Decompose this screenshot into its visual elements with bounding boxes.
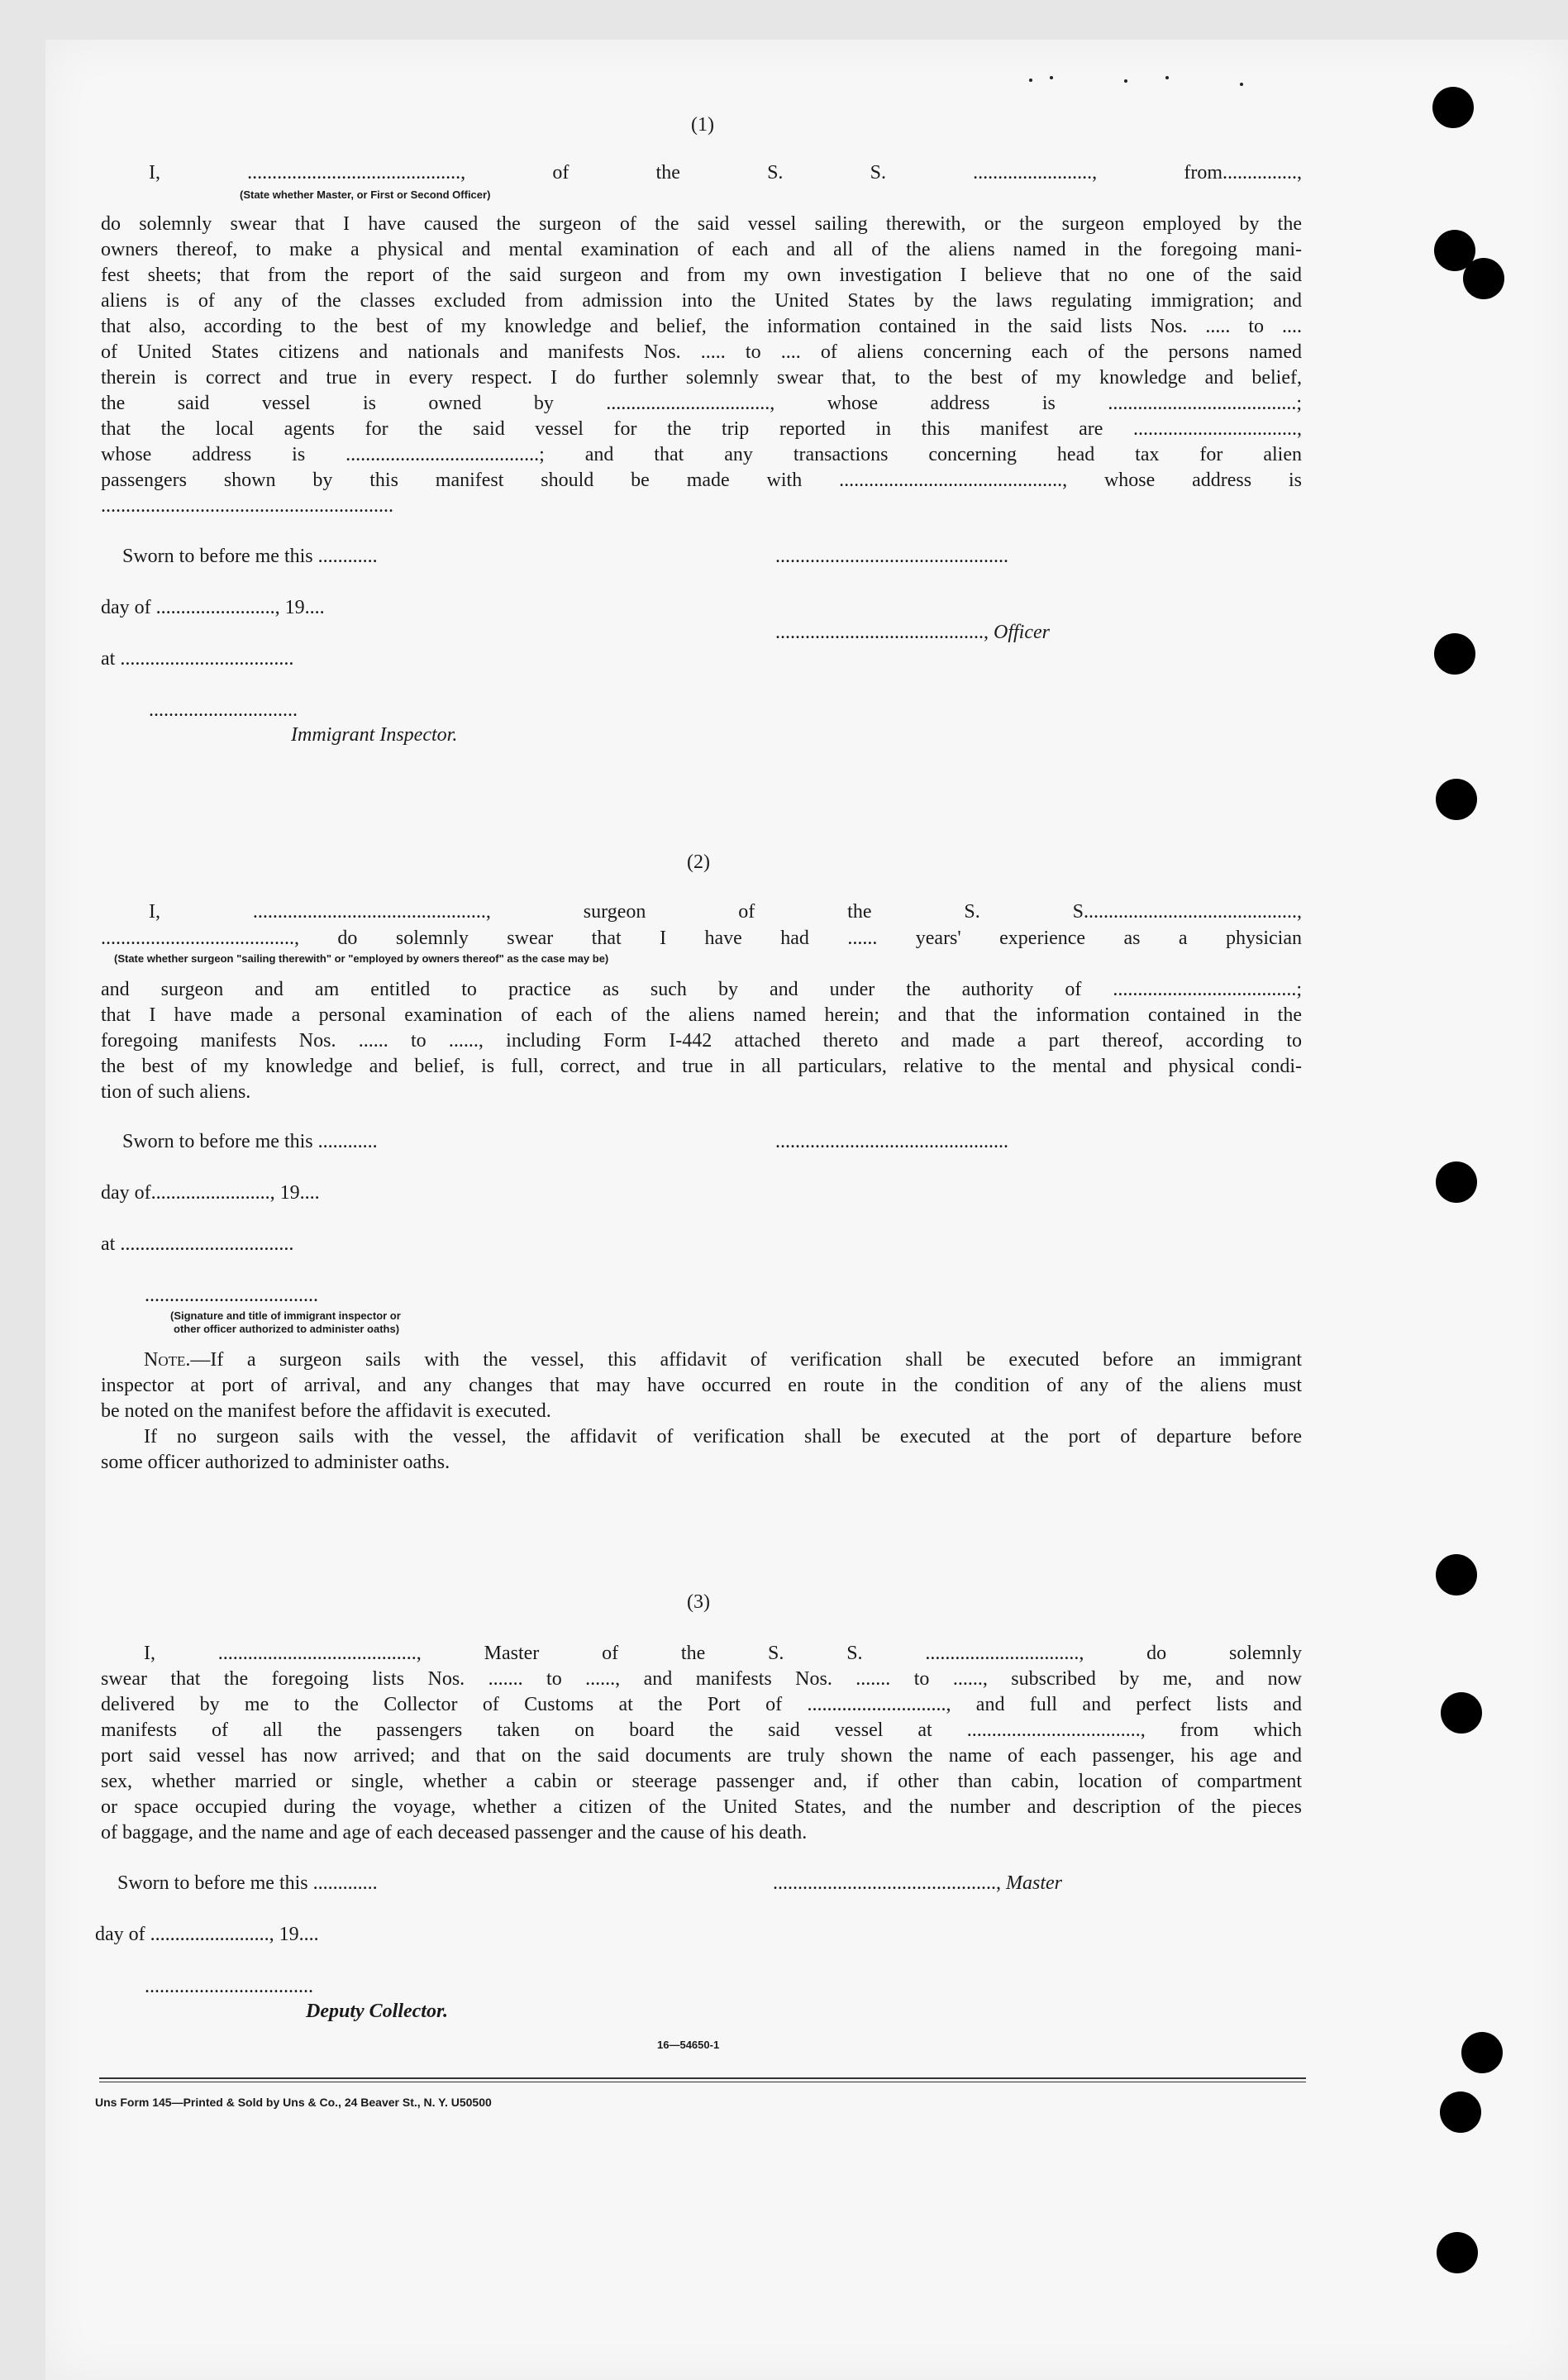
paragraph-line: sex, whether married or single, whether a cabin or steerage passenger and, if other than cabin, location of compartment [101, 1771, 1302, 1792]
punch-hole [1436, 1554, 1477, 1595]
paragraph-line: and surgeon and am entitled to practice as such by and under the authority of .....................................; [101, 979, 1302, 1000]
note-text: —If a surgeon sails with the vessel, this affidavit of verification shall be executed before an immigrant [190, 1349, 1302, 1371]
section-2-second-line: ......................................., do solemnly swear that I have had ...... years' experience as a physician [101, 928, 1302, 949]
paragraph-line: fest sheets; that from the report of the said surgeon and from my own investigation I believe that no one of the said [101, 265, 1302, 286]
section-1-sworn: Sworn to before me this ............ [122, 546, 378, 567]
note-line: some officer authorized to administer oaths. [101, 1452, 450, 1473]
section-3-number: (3) [687, 1591, 710, 1613]
section-3-paragraph [101, 1641, 1302, 1846]
section-1-number: (1) [691, 114, 714, 136]
punch-hole [1432, 87, 1474, 128]
note-label: Note. [144, 1349, 191, 1371]
note-line: If no surgeon sails with the vessel, the affidavit of verification shall be executed at the port of departure before [144, 1426, 1302, 1448]
section-1-officer-line [775, 622, 1050, 644]
paragraph-line: the best of my knowledge and belief, is full, correct, and true in all particulars, relative to the mental and physical condi- [101, 1056, 1302, 1077]
paragraph-line: tion of such aliens. [101, 1081, 251, 1103]
section-2-second-line-note: (State whether surgeon "sailing therewith" or "employed by owners thereof" as the case may be) [114, 952, 609, 965]
paragraph-line: whose address is .......................................; and that any transactions concerning head tax for alien [101, 444, 1302, 465]
punch-hole [1436, 779, 1477, 820]
section-3-collector-dots: .................................. [145, 1976, 313, 1997]
punch-hole [1461, 2032, 1503, 2073]
note-line: be noted on the manifest before the affidavit is executed. [101, 1400, 551, 1422]
section-1-paragraph [101, 212, 1302, 519]
paragraph-line: passengers shown by this manifest should be made with ............................................., whose address is [101, 470, 1302, 491]
section-2-note [101, 1347, 1302, 1476]
paragraph-line: manifests of all the passengers taken on board the said vessel at ..................................., from which [101, 1719, 1302, 1741]
officer-dots: .........................................., [775, 622, 994, 643]
paragraph-line: ........................................................... [101, 495, 393, 517]
note-line: inspector at port of arrival, and any changes that may have occurred en route in the condition of any of the aliens must [101, 1375, 1302, 1396]
section-2-at: at ................................... [101, 1233, 294, 1255]
punch-hole [1463, 258, 1504, 299]
section-3-collector-label: Deputy Collector. [306, 2001, 448, 2022]
officer-label: Officer [994, 622, 1050, 643]
paragraph-line: I, ........................................, Master of the S. S. ..............................., do solemnly [144, 1643, 1302, 1664]
section-1-first-line: I, ..........................................., of the S. S. ........................, from..............., [149, 162, 1302, 184]
speck [1124, 79, 1127, 83]
paragraph-line: that the local agents for the said vessel for the trip reported in this manifest are ................................., [101, 418, 1302, 440]
paragraph-line: port said vessel has now arrived; and that on the said documents are truly shown the name of each passenger, his age and [101, 1745, 1302, 1767]
section-3-day: day of ........................, 19.... [95, 1924, 319, 1945]
speck [1165, 76, 1169, 79]
paragraph-line: aliens is of any of the classes excluded from admission into the United States by the laws regulating immigration; and [101, 290, 1302, 312]
paragraph-line: do solemnly swear that I have caused the surgeon of the said vessel sailing therewith, or the surgeon employed by the [101, 213, 1302, 235]
paragraph-line: delivered by me to the Collector of Customs at the Port of ............................, and full and perfect lists and [101, 1694, 1302, 1715]
section-1-signature-dots: ............................................... [775, 546, 1008, 567]
paragraph-line: of baggage, and the name and age of each deceased passenger and the cause of his death. [101, 1822, 808, 1843]
paragraph-line: therein is correct and true in every respect. I do further solemnly swear that, to the best of my knowledge and belief, [101, 367, 1302, 389]
section-1-inspector-dots: .............................. [149, 699, 298, 721]
form-number: 16—54650-1 [657, 2039, 720, 2051]
section-2-paragraph [101, 977, 1302, 1105]
printer-footer: Uns Form 145—Printed & Sold by Uns & Co., 24 Beaver St., N. Y. U50500 [95, 2096, 492, 2109]
paragraph-line: that also, according to the best of my knowledge and belief, the information contained in the said lists Nos. ..... to .... [101, 316, 1302, 337]
speck [1029, 79, 1032, 82]
section-2-signature-dots: ............................................... [775, 1131, 1008, 1152]
section-2-first-line: I, ..............................................., surgeon of the S. S..........................................., [149, 901, 1302, 923]
section-2-signature-line: ................................... [145, 1285, 318, 1306]
paragraph-line: that I have made a personal examination of each of the aliens named herein; and that the information contained in the [101, 1004, 1302, 1026]
speck [1050, 76, 1053, 79]
section-3-sworn: Sworn to before me this ............. [117, 1872, 378, 1894]
section-2-number: (2) [687, 851, 710, 873]
section-1-inspector-label: Immigrant Inspector. [291, 724, 458, 746]
note-line [101, 1347, 1302, 1373]
punch-hole [1434, 633, 1475, 675]
footer-rule [99, 2077, 1306, 2079]
master-label: Master [1006, 1872, 1062, 1894]
section-2-signature-note-1: (Signature and title of immigrant inspector or [170, 1309, 401, 1322]
section-1-first-line-note: (State whether Master, or First or Second Officer) [240, 188, 491, 201]
punch-hole [1440, 2091, 1481, 2133]
punch-hole [1441, 1692, 1482, 1734]
paragraph-line: or space occupied during the voyage, whether a citizen of the United States, and the number and description of the pieces [101, 1796, 1302, 1818]
master-dots: ............................................., [773, 1872, 1006, 1894]
speck [1240, 83, 1243, 86]
section-3-master-line [773, 1872, 1062, 1895]
paragraph-line: the said vessel is owned by ................................., whose address is ......................................; [101, 393, 1302, 414]
punch-hole [1436, 1161, 1477, 1203]
section-1-day: day of ........................, 19.... [101, 597, 325, 618]
section-2-signature-note-2: other officer authorized to administer oaths) [174, 1323, 400, 1335]
section-2-sworn: Sworn to before me this ............ [122, 1131, 378, 1152]
paragraph-line: swear that the foregoing lists Nos. ....... to ......, and manifests Nos. ....... to ......, subscribed by me, and now [101, 1668, 1302, 1690]
section-2-day: day of........................, 19.... [101, 1182, 320, 1204]
section-1-at: at ................................... [101, 648, 294, 670]
paragraph-line: foregoing manifests Nos. ...... to ......, including Form I-442 attached thereto and made a part thereof, according to [101, 1030, 1302, 1052]
punch-hole [1437, 2232, 1478, 2273]
paragraph-line: owners thereof, to make a physical and mental examination of each and all of the aliens named in the foregoing mani- [101, 239, 1302, 260]
paragraph-line: of United States citizens and nationals and manifests Nos. ..... to .... of aliens concerning each of the persons named [101, 341, 1302, 363]
